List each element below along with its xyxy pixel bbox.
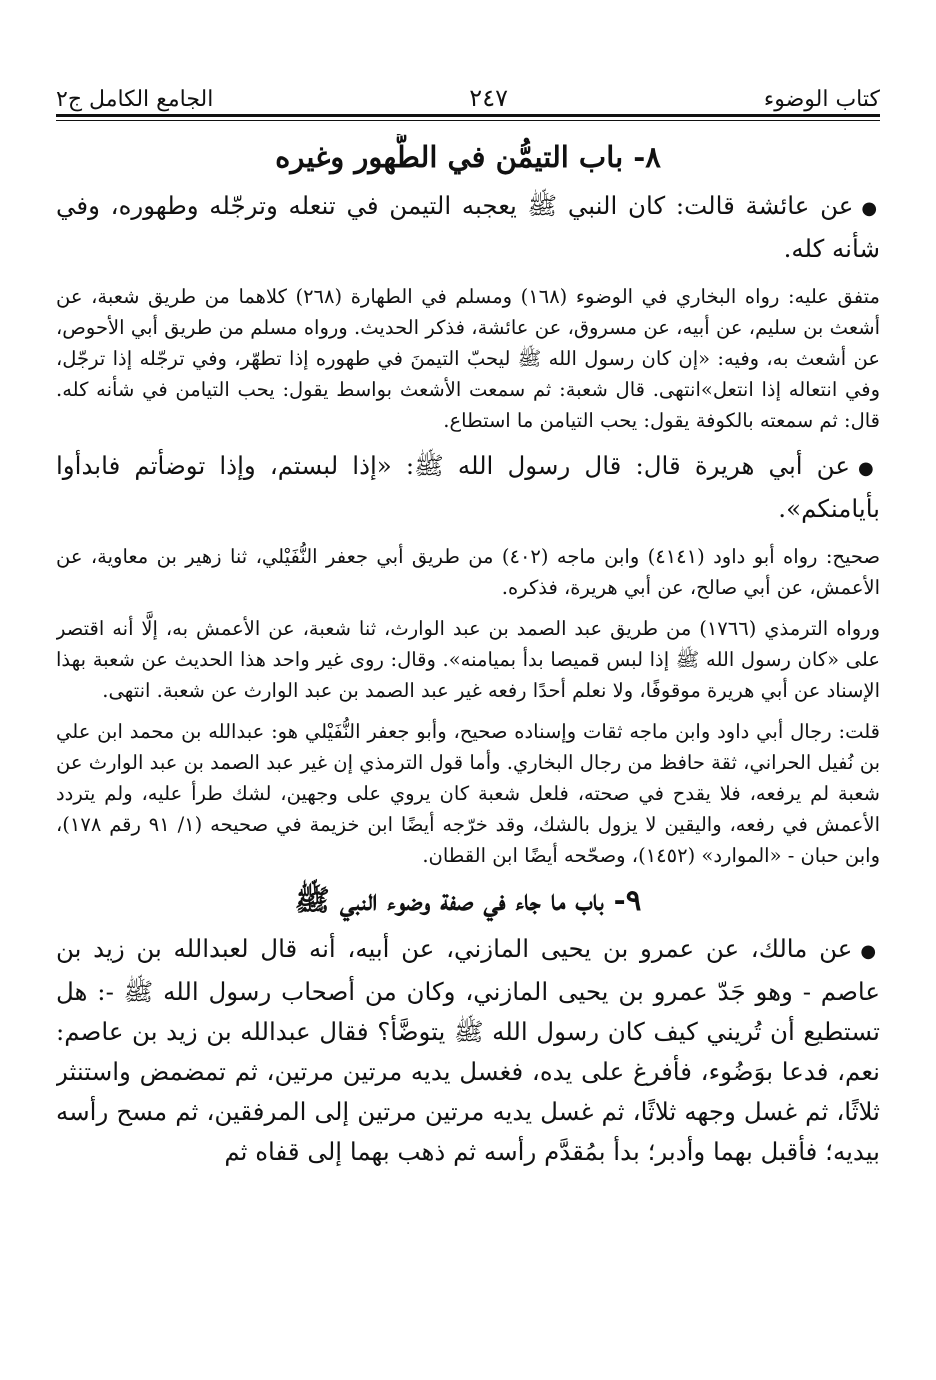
header-volume: الجامع الكامل ج٢ (56, 87, 214, 112)
commentary-paragraph: متفق عليه: رواه البخاري في الوضوء (١٦٨) ومسلم في الطهارة (٢٦٨) كلاهما من طريق شعبة، عن أشعث بن سليم، عن أبيه، عن مسروق، عن عائشة، فذكر الحديث. ورواه مسلم من طريق أبي الأحوص، عن أشعث به، وفيه: «إن كان رسول الله ﷺ ليحبّ التيمنَ في طهوره إذا تطهّر، وفي ترجّله إذا ترجّل، وفي انتعاله إذا انتعل»انتهى. قال شعبة: ثم سمعت الأشعث بواسط يقول: يحب التيامن في شأنه كله. قال: ثم سمعته بالكوفة يقول: يحب التيامن ما استطاع. (56, 285, 880, 432)
commentary-paragraph: ورواه الترمذي (١٧٦٦) من طريق عبد الصمد بن عبد الوارث، ثنا شعبة، عن الأعمش به، إلَّا أنه اقتصر على «كان رسول الله ﷺ إذا لبس قميصا بدأ بميامنه». وقال: روى غير واحد هذا الحديث عن شعبة بهذا الإسناد عن أبي هريرة موقوفًا، ولا نعلم أحدًا رفعه غير عبد الصمد بن عبد الوارث عن شعبة. انتهى. (56, 617, 880, 702)
commentary-paragraph: قلت: رجال أبي داود وابن ماجه ثقات وإسناده صحيح، وأبو جعفر النُّفَيْلي هو: عبدالله بن محمد ابن علي بن نُفيل الحراني، ثقة حافظ من رجال البخاري. وأما قول الترمذي إن غير عبد الصمد بن عبد الوارث عن شعبة لم يرفعه، فلا يقدح في صحته، فلعل شعبة كان يروي على وجهين، لشك طرأ عليه، ولم يتردد الأعمش في رفعه، واليقين لا يزول بالشك، وقد خرّجه أيضًا ابن خزيمة في صحيحه (١/ ٩١ رقم ١٧٨)، وابن حبان - «الموارد» (١٤٥٢)، وصحّحه أيضًا ابن القطان. (56, 720, 880, 867)
chapter-heading: ٩- باب ما جاء في صفة وضوء النبي ﷺ (294, 883, 642, 917)
header-rule-thin (56, 120, 880, 121)
running-header (56, 72, 880, 112)
bullet-icon: ● (860, 941, 880, 962)
commentary-paragraph: صحيح: رواه أبو داود (٤١٤١) وابن ماجه (٤٠٢) من طريق أبي جعفر النُّفَيْلي، ثنا زهير بن معاوية، عن الأعمش، عن أبي صالح، عن أبي هريرة، فذكره. (56, 545, 880, 599)
bullet-icon: ● (857, 458, 880, 479)
chapter-heading: ٨- باب التيمُّن في الطُّهور وغيره (275, 140, 661, 174)
hadith-text: عن أبي هريرة قال: قال رسول الله ﷺ: «إذا لبستم، وإذا توضأتم فابدأوا بأيامنكم». (56, 451, 880, 523)
hadith-paragraph (56, 446, 880, 529)
header-rule-thick (56, 114, 880, 117)
page-body (56, 134, 880, 1374)
hadith-text: عن مالك، عن عمرو بن يحيى المازني، عن أبيه، أنه قال لعبدالله بن زيد بن عاصم - وهو جَدّ عمرو بن يحيى المازني، وكان من أصحاب رسول الله ﷺ -: هل تستطيع أن تُريني كيف كان رسول الله ﷺ يتوضَّأ؟ فقال عبدالله بن زيد بن عاصم: نعم، فدعا بوَضُوء، فأفرغ على يده، فغسل يديه مرتين مرتين، ثم تمضمض واستنثر ثلاثًا، ثم غسل وجهه ثلاثًا، ثم غسل يديه مرتين مرتين إلى المرفقين، ثم مسح رأسه بيديه؛ فأقبل بهما وأدبر؛ بدأ بمُقدَّم رأسه ثم ذهب بهما إلى قفاه ثم (56, 934, 880, 1166)
hadith-paragraph (56, 929, 880, 1172)
header-book-title: كتاب الوضوء (763, 87, 880, 112)
bullet-icon: ● (861, 198, 880, 219)
hadith-text: عن عائشة قالت: كان النبي ﷺ يعجبه التيمن في تنعله وترجّله وطهوره، وفي شأنه كله. (56, 191, 880, 263)
hadith-paragraph (56, 186, 880, 269)
page-number: ٢٤٧ (469, 84, 508, 112)
